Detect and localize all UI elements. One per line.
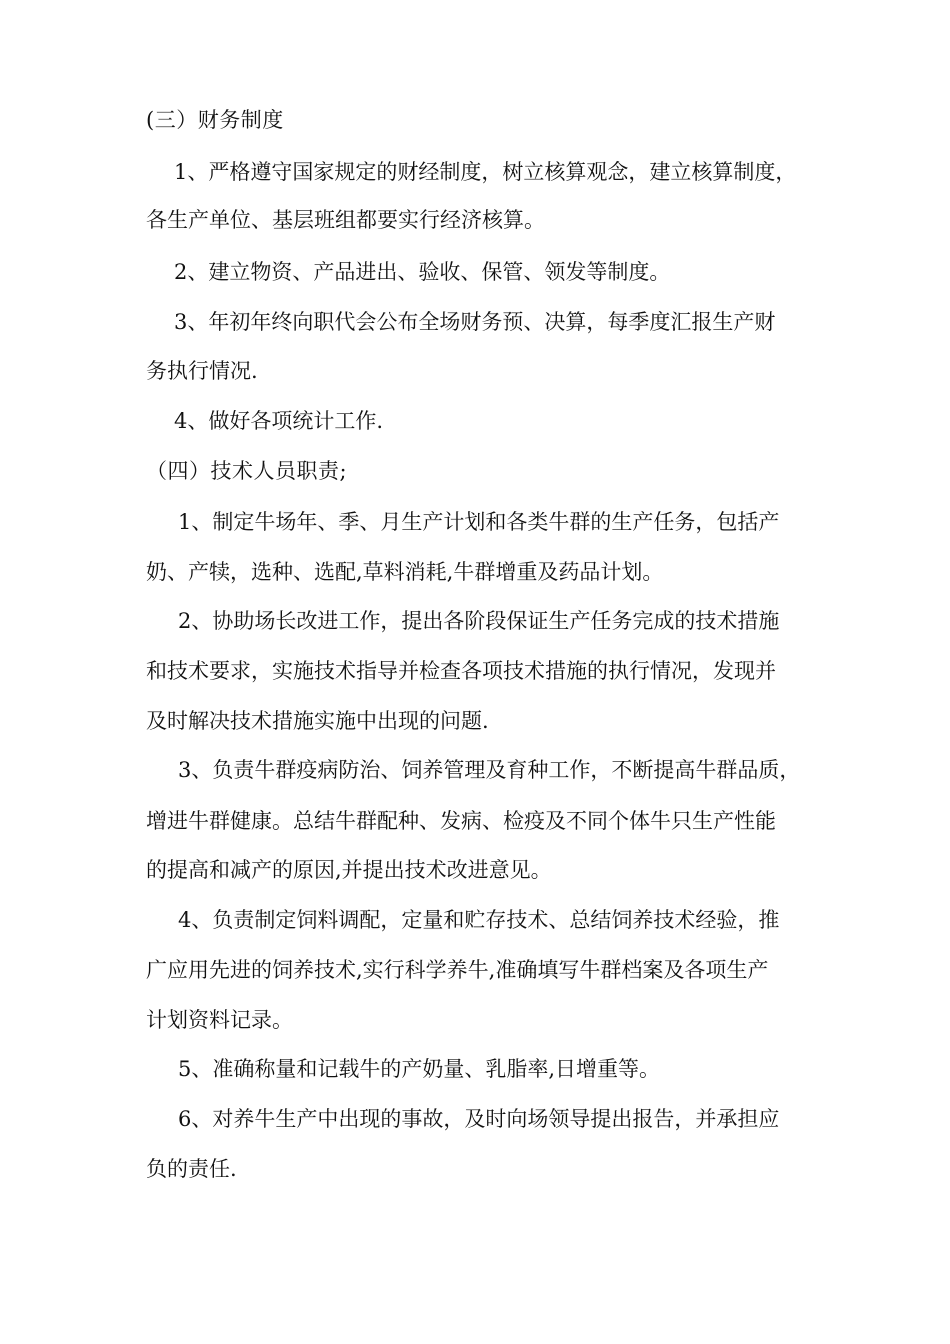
paragraph-line: 5、准确称量和记载牛的产奶量、乳脂率,日增重等。 [178,1057,661,1081]
paragraph-line: 各生产单位、基层班组都要实行经济核算。 [146,208,545,232]
section-heading-finance: (三）财务制度 [146,108,284,132]
paragraph-line: 1、制定牛场年、季、月生产计划和各类牛群的生产任务，包括产 [178,510,780,534]
paragraph-line: 负的责任. [146,1157,237,1181]
paragraph-line: 2、协助场长改进工作，提出各阶段保证生产任务完成的技术措施 [178,609,780,633]
paragraph-line: 的提高和减产的原因,并提出技术改进意见。 [146,858,552,882]
paragraph-line: 奶、产犊，选种、选配,草料消耗,牛群增重及药品计划。 [146,560,664,584]
paragraph-line: 3、年初年终向职代会公布全场财务预、决算，每季度汇报生产财 [174,310,776,334]
paragraph-line: 和技术要求，实施技术指导并检查各项技术措施的执行情况，发现并 [146,659,776,683]
paragraph-line: 增进牛群健康。总结牛群配种、发病、检疫及不同个体牛只生产性能 [146,809,776,833]
paragraph-line: 3、负责牛群疫病防治、饲养管理及育种工作，不断提高牛群品质， [178,758,801,782]
paragraph-line: 4、负责制定饲料调配，定量和贮存技术、总结饲养技术经验，推 [178,908,780,932]
paragraph-line: 2、建立物资、产品进出、验收、保管、领发等制度。 [174,260,671,284]
paragraph-line: 4、做好各项统计工作. [174,409,384,433]
paragraph-line: 6、对养牛生产中出现的事故，及时向场领导提出报告，并承担应 [178,1107,780,1131]
paragraph-line: 广应用先进的饲养技术,实行科学养牛,准确填写牛群档案及各项生产 [146,958,769,982]
section-heading-tech-staff: （四）技术人员职责; [146,459,348,483]
paragraph-line: 计划资料记录。 [146,1008,293,1032]
paragraph-line: 及时解决技术措施实施中出现的问题. [146,709,489,733]
paragraph-line: 务执行情况. [146,359,258,383]
paragraph-line: 1、严格遵守国家规定的财经制度，树立核算观念，建立核算制度， [174,160,797,184]
